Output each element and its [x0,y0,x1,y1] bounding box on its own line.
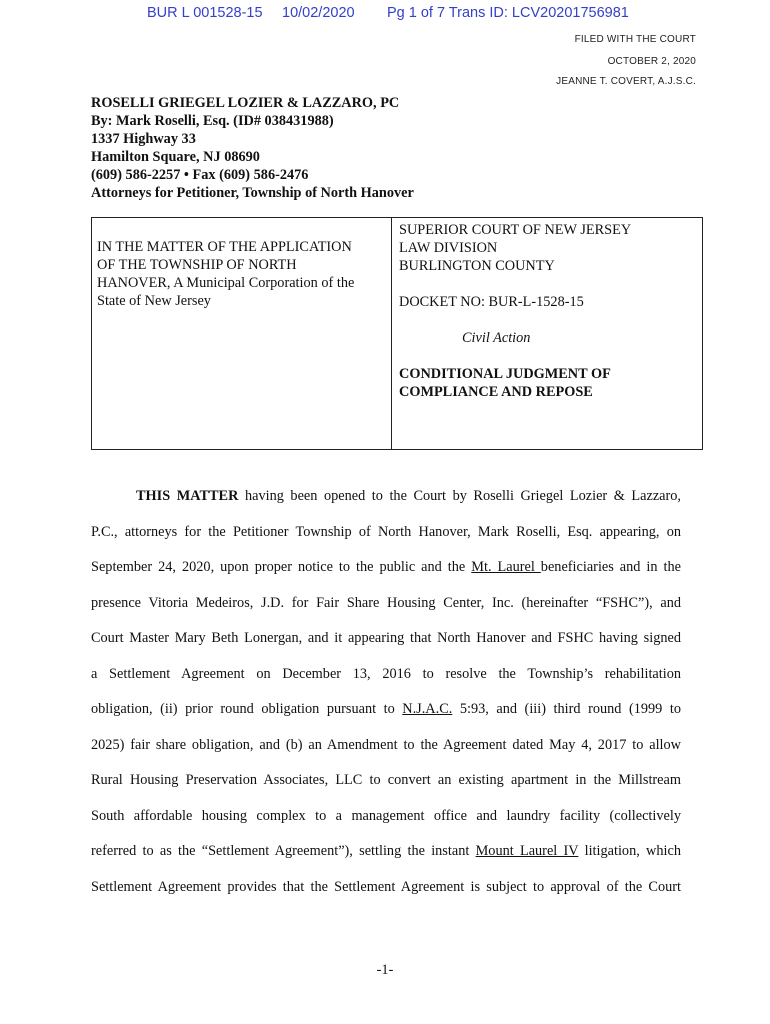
firm-name: ROSELLI GRIEGEL LOZIER & LAZZARO, PC [91,95,400,111]
body-line [91,550,681,586]
filed-line-1: FILED WITH THE COURT [574,34,696,45]
body-text: obligation, (ii) prior round obligation pursuant to [91,701,403,717]
body-line: a Settlement Agreement on December 13, 2016 to resolve the Township’s rehabilitation [91,665,681,682]
body-line [91,834,681,870]
body-line: South affordable housing complex to a management office and laundry facility (collectively [91,807,681,824]
filed-line-3: JEANNE T. COVERT, A.J.S.C. [556,76,696,87]
firm-attorneys-for: Attorneys for Petitioner, Township of North Hanover [91,185,414,201]
docket-number: DOCKET NO: BUR-L-1528-15 [399,294,584,310]
court-line: BURLINGTON COUNTY [399,258,555,274]
matter-line: IN THE MATTER OF THE APPLICATION [97,239,352,255]
body-line: Settlement Agreement provides that the Settlement Agreement is subject to approval of the Court [91,878,681,895]
judgment-title-1: CONDITIONAL JUDGMENT OF [399,366,611,382]
caption-court [399,221,699,401]
stamp-page-trans: Pg 1 of 7 Trans ID: LCV20201756981 [387,5,629,21]
body-text: having been opened to the Court by Roselli Griegel Lozier & Lazzaro, [238,488,682,504]
firm-address-1: 1337 Highway 33 [91,131,196,147]
njac-underlined: N.J.A.C. [402,701,453,717]
body-text: litigation, which [578,843,681,859]
court-line: SUPERIOR COURT OF NEW JERSEY [399,222,632,238]
case-caption-box [91,217,703,450]
body-line [91,479,681,515]
body-paragraph [91,479,681,905]
filed-line-2: OCTOBER 2, 2020 [607,56,696,67]
attorney-block [91,94,414,202]
body-text: 5:93, and (iii) third round (1999 to [452,701,681,717]
body-text: referred to as the “Settlement Agreement”), settling the instant [91,843,476,859]
caption-matter [97,238,387,310]
body-text: September 24, 2020, upon proper notice to the public and the [91,559,472,575]
matter-line: HANOVER, A Municipal Corporation of the [97,275,355,291]
judgment-title-2: COMPLIANCE AND REPOSE [399,384,593,400]
civil-action: Civil Action [462,330,531,346]
mount-laurel-iv-underlined: Mount Laurel IV [475,843,579,859]
matter-line: State of New Jersey [97,293,211,309]
body-line: 2025) fair share obligation, and (b) an Amendment to the Agreement dated May 4, 2017 to allow [91,736,681,753]
caption-divider [391,218,392,449]
matter-line: OF THE TOWNSHIP OF NORTH [97,257,297,273]
body-line: presence Vitoria Medeiros, J.D. for Fair Share Housing Center, Inc. (hereinafter “FSHC”), and [91,594,681,611]
body-line: Court Master Mary Beth Lonergan, and it appearing that North Hanover and FSHC having signed [91,630,681,646]
mt-laurel-underlined: Mt. Laurel [471,559,541,575]
filing-stamp-header [0,2,770,24]
stamp-docket: BUR L 001528-15 [147,5,263,21]
page-number: -1- [376,962,394,978]
firm-phone: (609) 586-2257 • Fax (609) 586-2476 [91,167,309,183]
body-line: P.C., attorneys for the Petitioner Township of North Hanover, Mark Roselli, Esq. appearing, on [91,523,681,540]
body-line [91,692,681,728]
firm-address-2: Hamilton Square, NJ 08690 [91,149,260,165]
body-text: beneficiaries and in the [540,559,682,575]
spacer [399,275,699,293]
body-line: Rural Housing Preservation Associates, LLC to convert an existing apartment in the Millstream [91,772,681,788]
stamp-date: 10/02/2020 [282,5,355,21]
court-line: LAW DIVISION [399,240,498,256]
this-matter-bold: THIS MATTER [136,488,239,504]
firm-attorney: By: Mark Roselli, Esq. (ID# 038431988) [91,113,334,129]
